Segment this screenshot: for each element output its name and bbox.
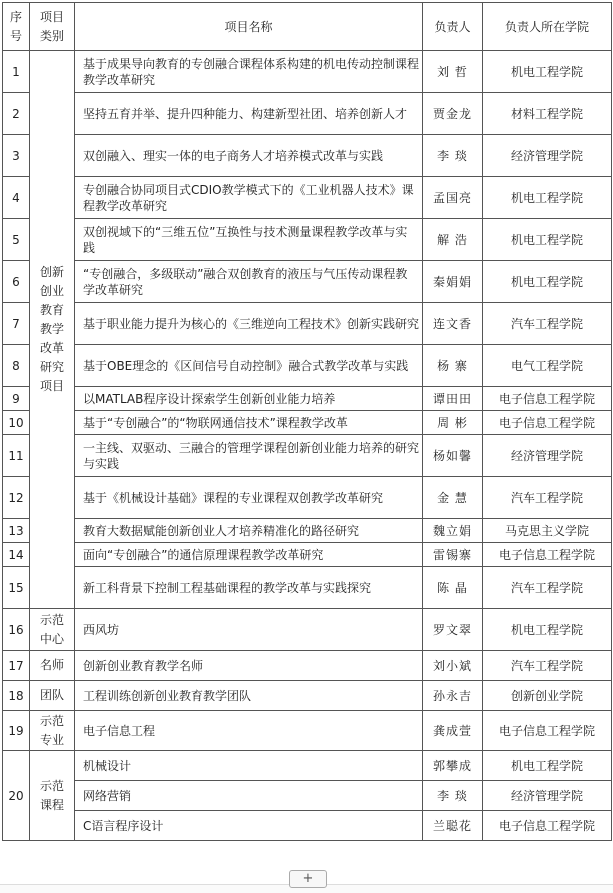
header-name: 项目名称: [75, 3, 423, 51]
expand-button[interactable]: +: [289, 870, 327, 888]
table-row: 11 一主线、双驱动、三融合的管理学课程创新创业能力培养的研究与实践 杨如馨 经济管理学院: [3, 435, 612, 477]
table-row: 19 示范专业 电子信息工程 龚成萱 电子信息工程学院: [3, 711, 612, 751]
header-person: 负责人: [423, 3, 483, 51]
table-row: 12 基于《机械设计基础》课程的专业课程双创教学改革研究 金 慧 汽车工程学院: [3, 477, 612, 519]
table-header-row: [3, 3, 612, 51]
header-college: 负责人所在学院: [483, 3, 612, 51]
category-cell: 创新创业教育教学改革研究项目: [30, 51, 75, 609]
table-row: 8 基于OBE理念的《区间信号自动控制》融合式教学改革与实践 杨 寨 电气工程学院: [3, 345, 612, 387]
table-row: 15 新工科背景下控制工程基础课程的教学改革与实践探究 陈 晶 汽车工程学院: [3, 567, 612, 609]
table-row: 20 示范课程 机械设计 郭攀成 机电工程学院: [3, 751, 612, 781]
table-row: C语言程序设计 兰聪花 电子信息工程学院: [3, 811, 612, 841]
header-category: 项目类别: [30, 3, 75, 51]
table-row: 5 双创视域下的“三维五位”互换性与技术测量课程教学改革与实践 解 浩 机电工程学院: [3, 219, 612, 261]
table-row: 14 面向“专创融合”的通信原理课程教学改革研究 雷锡寨 电子信息工程学院: [3, 543, 612, 567]
table-row: 9 以MATLAB程序设计探索学生创新创业能力培养 谭田田 电子信息工程学院: [3, 387, 612, 411]
table-row: 网络营销 李 琰 经济管理学院: [3, 781, 612, 811]
category-cell: 名师: [30, 651, 75, 681]
project-table: [2, 2, 612, 841]
table-row: 17 名师 创新创业教育教学名师 刘小斌 汽车工程学院: [3, 651, 612, 681]
header-no: 序号: [3, 3, 30, 51]
category-cell: 示范课程: [30, 751, 75, 841]
table-row: 3 双创融入、理实一体的电子商务人才培养模式改革与实践 李 琰 经济管理学院: [3, 135, 612, 177]
table-row: 18 团队 工程训练创新创业教育教学团队 孙永吉 创新创业学院: [3, 681, 612, 711]
table-row: 4 专创融合协同项目式CDIO教学模式下的《工业机器人技术》课程教学改革研究 孟国亮 机电工程学院: [3, 177, 612, 219]
category-cell: 示范专业: [30, 711, 75, 751]
table-row: 16 示范中心 西风坊 罗文翠 机电工程学院: [3, 609, 612, 651]
table-row: 10 基于“专创融合”的“物联网通信技术”课程教学改革 周 彬 电子信息工程学院: [3, 411, 612, 435]
table-row: 13 教育大数据赋能创新创业人才培养精准化的路径研究 魏立娟 马克思主义学院: [3, 519, 612, 543]
table-row: 2 坚持五育并举、提升四种能力、构建新型社团、培养创新人才 贾金龙 材料工程学院: [3, 93, 612, 135]
table-row: 6 “专创融合，多级联动”融合双创教育的液压与气压传动课程教学改革研究 秦娟娟 机电工程学院: [3, 261, 612, 303]
category-cell: 示范中心: [30, 609, 75, 651]
table-row: 1 创新创业教育教学改革研究项目 基于成果导向教育的专创融合课程体系构建的机电传动控制课程教学改革研究 刘 哲 机电工程学院: [3, 51, 612, 93]
category-cell: 团队: [30, 681, 75, 711]
table-row: 7 基于职业能力提升为核心的《三维逆向工程技术》创新实践研究 连文香 汽车工程学院: [3, 303, 612, 345]
